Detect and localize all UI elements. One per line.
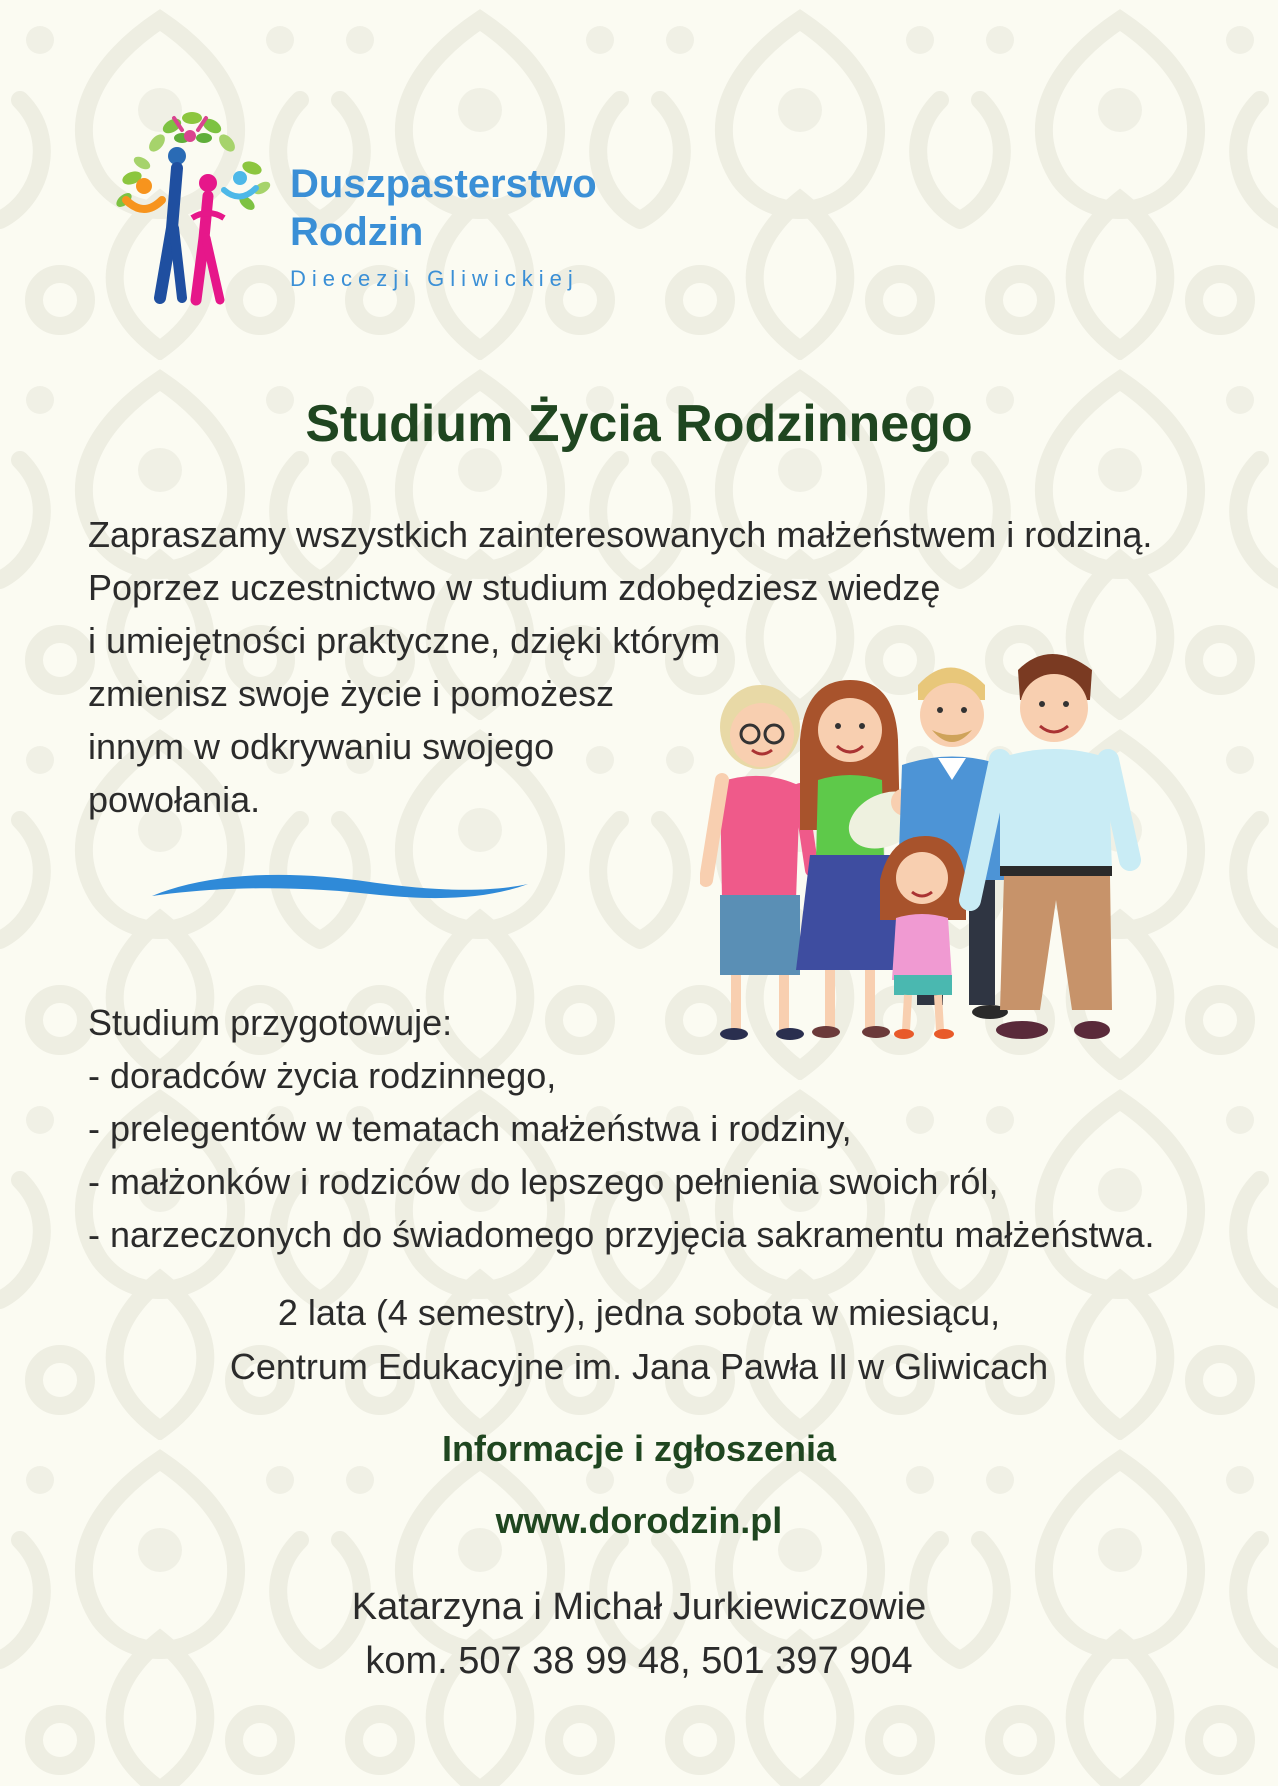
intro-line: innym w odkrywaniu swojego xyxy=(88,726,555,767)
grandmother-figure xyxy=(706,685,812,1040)
list-item: - narzeczonych do świadomego przyjęcia sakramentu małżeństwa. xyxy=(88,1214,1155,1255)
website-link[interactable]: www.dorodzin.pl xyxy=(495,1500,783,1541)
logo xyxy=(112,108,672,308)
intro-line: zmienisz swoje życie i pomożesz xyxy=(88,673,615,714)
logo-title-line2: Rodzin xyxy=(290,210,424,254)
contact-names: Katarzyna i Michał Jurkiewiczowie xyxy=(351,1586,927,1628)
course-location: Centrum Edukacyjne im. Jana Pawła II w Gliwicach xyxy=(229,1346,1049,1387)
family-tree-logo-icon xyxy=(112,108,272,308)
list-item: - doradców życia rodzinnego, xyxy=(88,1055,557,1096)
logo-subtitle: Diecezji Gliwickiej xyxy=(290,266,579,291)
prepares-heading: Studium przygotowuje: xyxy=(88,1002,453,1043)
intro-line: i umiejętności praktyczne, dzięki którym xyxy=(88,620,721,661)
course-details xyxy=(0,1286,1278,1394)
list-item: - prelegentów w tematach małżeństwa i rodziny, xyxy=(88,1108,852,1149)
contact-info xyxy=(0,1580,1278,1688)
intro-line: powołania. xyxy=(88,779,261,820)
page-title: Studium Życia Rodzinnego xyxy=(305,395,973,453)
swoosh-divider-icon xyxy=(150,862,530,922)
intro-line: Zapraszamy wszystkich zainteresowanych małżeństwem i rodziną. xyxy=(88,514,1153,555)
logo-title-line1: Duszpasterstwo xyxy=(290,162,597,206)
course-duration: 2 lata (4 semestry), jedna sobota w miesiącu, xyxy=(277,1292,1001,1333)
contact-phones: kom. 507 38 99 48, 501 397 904 xyxy=(365,1640,913,1682)
prepares-list xyxy=(88,996,1238,1261)
info-heading: Informacje i zgłoszenia xyxy=(441,1428,837,1469)
list-item: - małżonków i rodziców do lepszego pełnienia swoich ról, xyxy=(88,1161,999,1202)
logo-text xyxy=(290,160,597,292)
intro-line: Poprzez uczestnictwo w studium zdobędziesz wiedzę xyxy=(88,567,941,608)
